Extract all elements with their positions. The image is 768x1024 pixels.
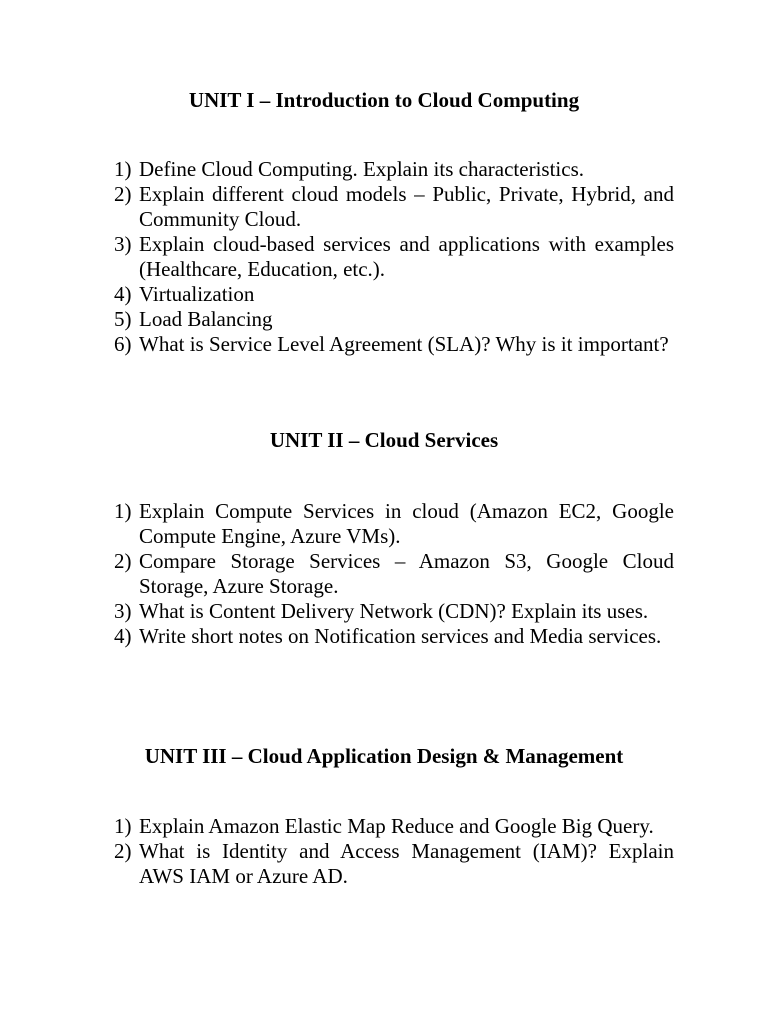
question-number: 6) bbox=[114, 332, 132, 356]
question-text: Load Balancing bbox=[139, 307, 273, 331]
question-number: 1) bbox=[114, 157, 132, 181]
question-number: 4) bbox=[114, 624, 132, 648]
question-number: 1) bbox=[114, 814, 132, 838]
question-number: 3) bbox=[114, 232, 132, 256]
question-text: What is Identity and Access Management (IAM)? Explain AWS IAM or Azure AD. bbox=[139, 839, 674, 888]
unit-3-question-list bbox=[114, 814, 674, 889]
question-number: 2) bbox=[114, 182, 132, 206]
question-number: 3) bbox=[114, 599, 132, 623]
question-text: Explain different cloud models – Public, Private, Hybrid, and Community Cloud. bbox=[139, 182, 674, 231]
question-item bbox=[114, 624, 674, 649]
question-number: 5) bbox=[114, 307, 132, 331]
question-text: Explain Amazon Elastic Map Reduce and Google Big Query. bbox=[139, 814, 654, 838]
unit-2-title: UNIT II – Cloud Services bbox=[269, 428, 499, 452]
question-number: 2) bbox=[114, 549, 132, 573]
unit-1-title: UNIT I – Introduction to Cloud Computing bbox=[188, 88, 580, 112]
question-text: What is Service Level Agreement (SLA)? Why is it important? bbox=[139, 332, 669, 356]
question-number: 4) bbox=[114, 282, 132, 306]
question-item bbox=[114, 282, 674, 307]
question-item bbox=[114, 232, 674, 282]
question-text: Explain Compute Services in cloud (Amazon EC2, Google Compute Engine, Azure VMs). bbox=[139, 499, 674, 548]
question-item bbox=[114, 307, 674, 332]
question-item bbox=[114, 839, 674, 889]
question-item bbox=[114, 814, 674, 839]
question-item bbox=[114, 182, 674, 232]
question-item bbox=[114, 332, 674, 357]
question-item bbox=[114, 157, 674, 182]
question-item bbox=[114, 499, 674, 549]
unit-1-question-list bbox=[114, 157, 674, 357]
question-text: Explain cloud-based services and applications with examples (Healthcare, Education, etc.). bbox=[139, 232, 674, 281]
question-text: Define Cloud Computing. Explain its characteristics. bbox=[139, 157, 584, 181]
question-text: Virtualization bbox=[139, 282, 255, 306]
question-text: Write short notes on Notification services and Media services. bbox=[139, 624, 662, 648]
question-number: 2) bbox=[114, 839, 132, 863]
question-number: 1) bbox=[114, 499, 132, 523]
question-item bbox=[114, 599, 674, 624]
unit-2-question-list bbox=[114, 499, 674, 649]
question-text: Compare Storage Services – Amazon S3, Google Cloud Storage, Azure Storage. bbox=[139, 549, 674, 598]
question-item bbox=[114, 549, 674, 599]
question-text: What is Content Delivery Network (CDN)? Explain its uses. bbox=[139, 599, 649, 623]
unit-3-title: UNIT III – Cloud Application Design & Management bbox=[144, 744, 624, 768]
